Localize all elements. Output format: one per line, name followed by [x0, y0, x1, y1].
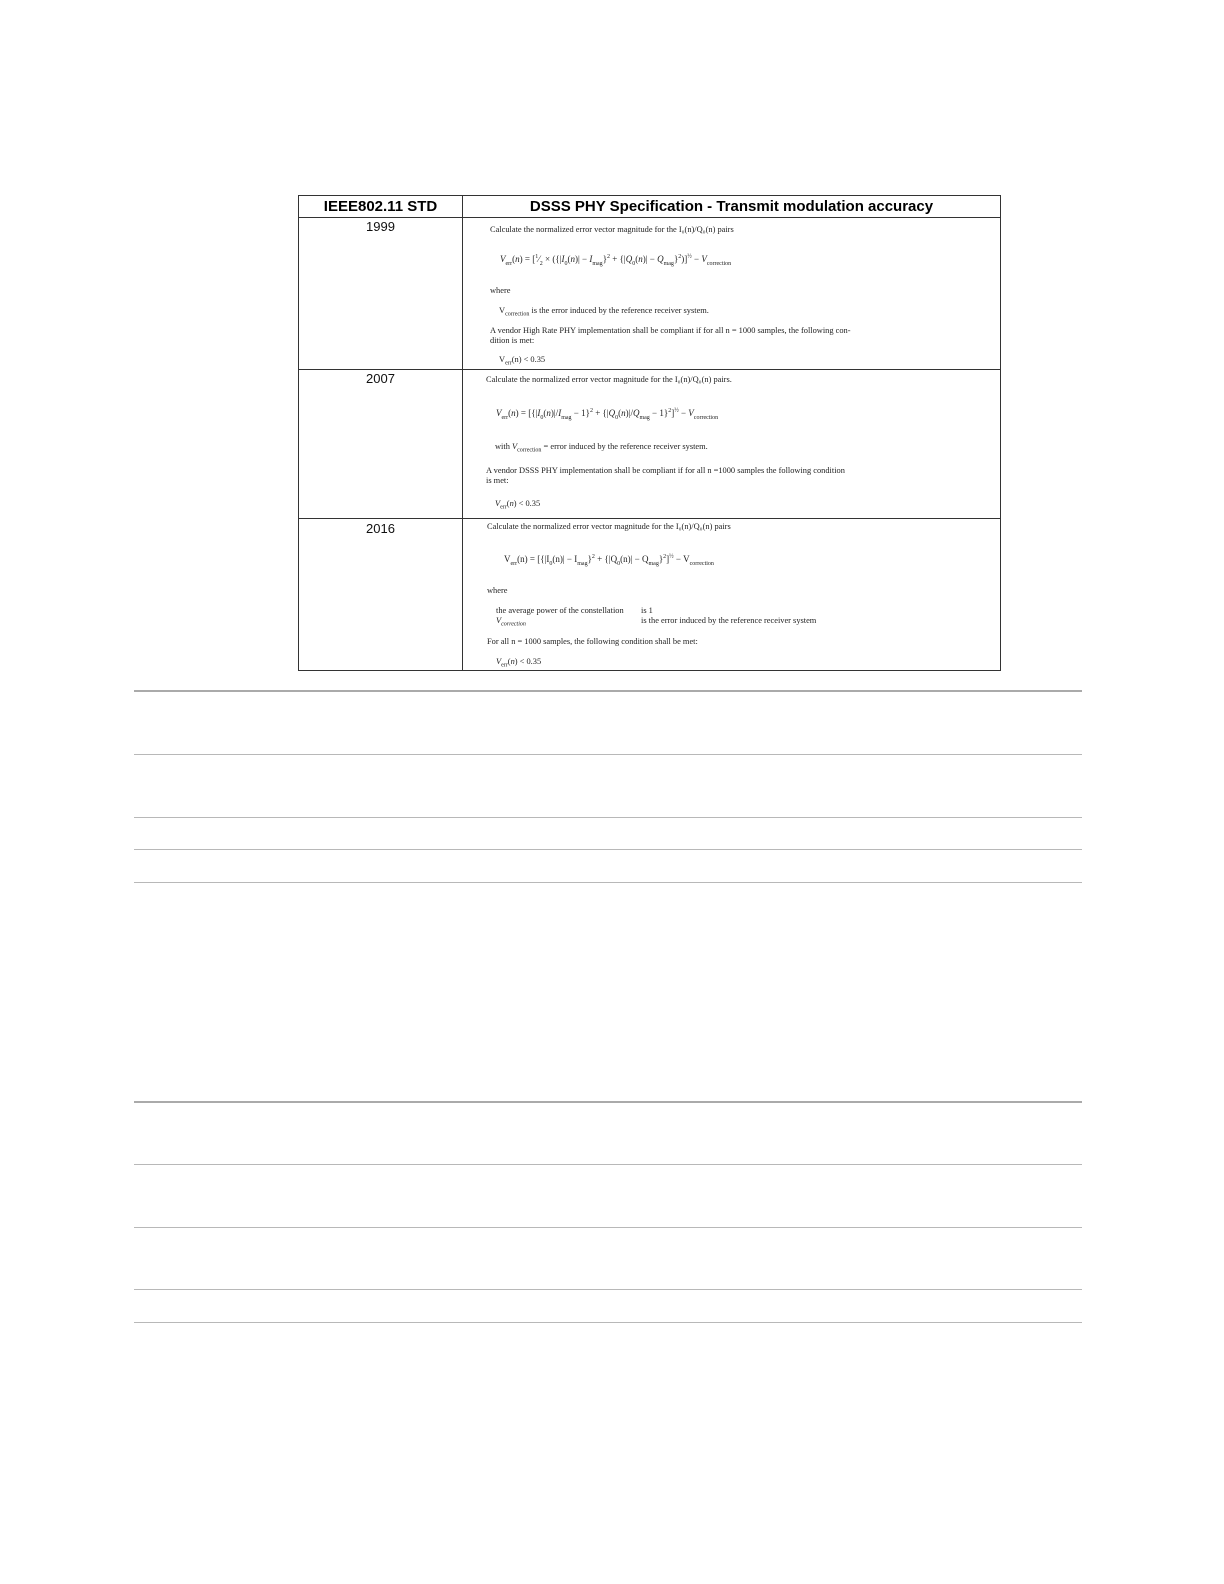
vendor-2007-line2: is met: [486, 476, 509, 485]
condition-2007: $V_{err}(n) < 0.35$ [495, 499, 541, 511]
page-rule [134, 1322, 1082, 1323]
condition-2016-value: < 0.35 [519, 657, 542, 666]
year-2016: 2016 [366, 521, 395, 536]
condition-1999: $V_{err}(n) < 0.35$ [499, 355, 546, 367]
header-divider [299, 217, 1000, 218]
intro-1999: Calculate the normalized error vector magnitude for the I₀(n)/Q₀(n) pairs [490, 225, 734, 234]
equation-2007: $V_{err}(n) = [\{|I_0(n)|/I_{mag} - 1\}^2 + \{|Q_0(n)|/Q_{mag} - 1\}^2]^{\frac{1}{2}} - V_{correction}$ [496, 408, 719, 421]
intro-2016: Calculate the normalized error vector magnitude for the I₀(n)/Q₀(n) pairs [487, 522, 731, 531]
spec-table [298, 195, 1001, 671]
def1-value-2016: is 1 [641, 606, 653, 615]
intro-2007: Calculate the normalized error vector magnitude for the I₀(n)/Q₀(n) pairs. [486, 375, 732, 384]
page-rule [134, 1101, 1082, 1103]
def2-term-2016: $V_{correction}$ [496, 616, 526, 628]
vendor-2007-line1: A vendor DSSS PHY implementation shall be compliant if for all n =1000 samples the following condition [486, 466, 845, 475]
def1-term-2016: the average power of the constellation [496, 606, 624, 615]
year-1999: 1999 [366, 219, 395, 234]
vcorrection-1999-text: is the error induced by the reference receiver system. [531, 306, 709, 315]
row-divider [299, 369, 1000, 370]
equation-1999: $V_{err}(n)$ = $[^1⁄_2 \times (\{|I_0(n)| - I_{mag}\}^2 + \{|Q_0(n)| - Q_{mag}\}^2)]^{\frac{1}{2}} - V_{correction}$ [500, 254, 732, 267]
column-divider [462, 196, 463, 670]
header-spec: DSSS PHY Specification - Transmit modulation accuracy [529, 198, 934, 215]
row-divider [299, 518, 1000, 519]
year-2007: 2007 [366, 371, 395, 386]
page-rule [134, 849, 1082, 850]
page-rule [134, 1289, 1082, 1290]
condition-2007-value: < 0.35 [518, 499, 541, 508]
condition-2016: $V_{err}(n) < 0.35$ [496, 657, 542, 669]
page-rule [134, 882, 1082, 883]
condition-1999-value: < 0.35 [523, 355, 546, 364]
page-rule [134, 1227, 1082, 1228]
page-rule [134, 690, 1082, 692]
page-rule [134, 754, 1082, 755]
def2-value-2016: is the error induced by the reference receiver system [641, 616, 817, 625]
where-1999: where [490, 286, 511, 295]
where-2016: where [487, 586, 508, 595]
page-rule [134, 1164, 1082, 1165]
vendor-1999-line2: dition is met: [490, 336, 535, 345]
page-rule [134, 817, 1082, 818]
with-vcorrection-2007-text: = error induced by the reference receiver system. [543, 442, 708, 451]
header-std: IEEE802.11 STD [323, 198, 438, 215]
vendor-1999-line1: A vendor High Rate PHY implementation shall be compliant if for all n = 1000 samples, the following con- [490, 326, 851, 335]
equation-2016: $V_{err}(n) = [\{|I_0(n)| - I_{mag}\}^2 + \{|Q_0(n)| - Q_{mag}\}^2]^{\frac{1}{2}} - V_{correction}$ [504, 554, 714, 567]
vcorrection-1999: $V_{correction}$ is the error induced by the reference receiver system. [499, 306, 709, 318]
with-vcorrection-2007: with $V_{correction}$ = error induced by the reference receiver system. [495, 442, 708, 454]
all-n-2016: For all n = 1000 samples, the following condition shall be met: [487, 637, 698, 646]
